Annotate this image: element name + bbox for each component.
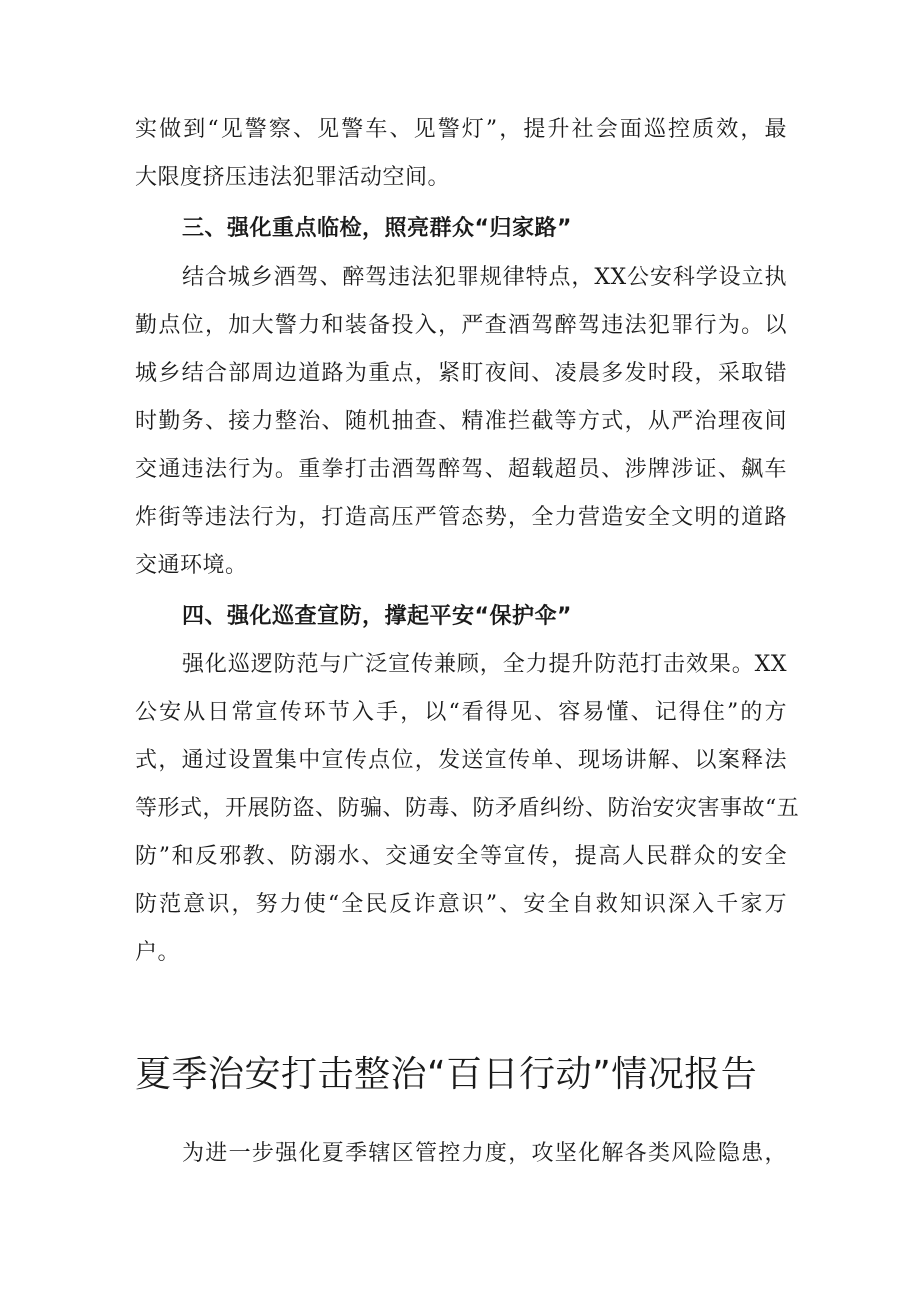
paragraph-line: 等形式，开展防盗、防骗、防毒、防矛盾纠纷、防治安灾害事故“五 <box>135 796 800 821</box>
section-heading-3: 三、强化重点临检，照亮群众“归家路” <box>182 216 572 241</box>
carry-over-paragraph <box>135 106 787 202</box>
paragraph-line: 勤点位，加大警力和装备投入，严查酒驾醉驾违法犯罪行为。以 <box>135 313 787 338</box>
paragraph-line: 大限度挤压违法犯罪活动空间。 <box>135 165 451 190</box>
report-title: 夏季治安打击整治“百日行动”情况报告 <box>135 1054 758 1095</box>
paragraph-line: 交通环境。 <box>135 553 248 578</box>
paragraph-line: 交通违法行为。重拳打击酒驾醉驾、超载超员、涉牌涉证、飙车 <box>135 457 787 482</box>
paragraph-line: 式，通过设置集中宣传点位，发送宣传单、现场讲解、以案释法 <box>135 748 787 773</box>
paragraph-line: 结合城乡酒驾、醉驾违法犯罪规律特点，XX公安科学设立执 <box>182 265 787 290</box>
report-intro-paragraph <box>135 1130 787 1178</box>
section-3-paragraph <box>135 254 787 590</box>
paragraph-line: 城乡结合部周边道路为重点，紧盯夜间、凌晨多发时段，采取错 <box>135 361 787 386</box>
paragraph-line: 时勤务、接力整治、随机抽查、精准拦截等方式，从严治理夜间 <box>135 409 787 434</box>
paragraph-line: 防范意识，努力使“全民反诈意识”、安全自救知识深入千家万 <box>135 892 787 917</box>
paragraph-line: 实做到“见警察、见警车、见警灯”，提升社会面巡控质效，最 <box>135 117 787 142</box>
section-heading-4: 四、强化巡查宣防，撑起平安“保护伞” <box>182 604 572 629</box>
paragraph-line: 户。 <box>135 940 181 965</box>
paragraph-line: 公安从日常宣传环节入手，以“看得见、容易懂、记得住”的方 <box>135 700 787 725</box>
section-4-paragraph <box>135 641 800 977</box>
paragraph-line: 为进一步强化夏季辖区管控力度，攻坚化解各类风险隐患， <box>182 1141 787 1166</box>
paragraph-line: 防”和反邪教、防溺水、交通安全等宣传，提高人民群众的安全 <box>135 844 787 869</box>
paragraph-line: 强化巡逻防范与广泛宣传兼顾，全力提升防范打击效果。XX <box>182 652 787 677</box>
paragraph-line: 炸街等违法行为，打造高压严管态势，全力营造安全文明的道路 <box>135 505 787 530</box>
